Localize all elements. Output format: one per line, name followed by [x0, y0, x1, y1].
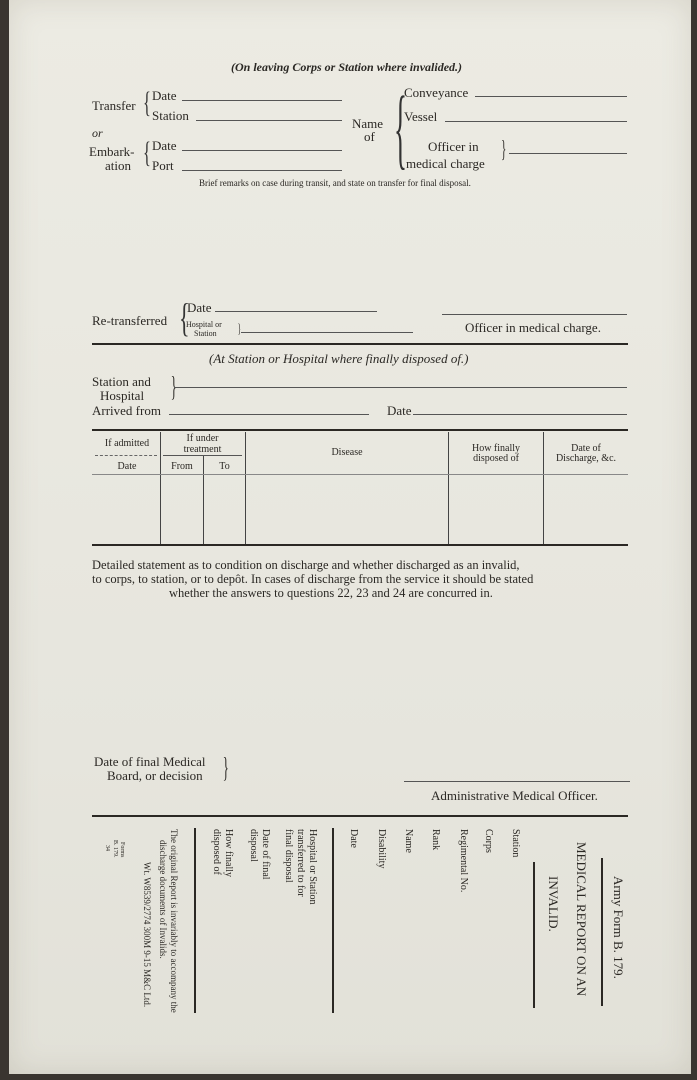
army-form-number: Army Form B. 179. — [611, 876, 626, 979]
back-divider-1 — [332, 828, 334, 1013]
back-note-line-2: discharge documents of Invalids. — [158, 840, 168, 959]
section-divider-back — [92, 815, 628, 817]
final-board-brace: } — [222, 753, 229, 784]
embark-brace: { — [143, 136, 151, 169]
back-field-how-2: disposed of — [211, 829, 222, 875]
table-header-if-under-2: treatment — [183, 444, 222, 455]
statement-line-2: to corps, to station, or to depôt. In cases of discharge from the service it should be stated — [92, 572, 534, 586]
table-header-to: To — [219, 461, 230, 472]
table-subheader-line-1 — [95, 455, 157, 456]
back-field-regimental-no: Regimental No. — [458, 829, 469, 893]
printer-imprint: Wt. W8539/2774 300M 9-15 M&C Ltd. — [142, 862, 152, 1008]
embark-date-label: Date — [152, 138, 177, 153]
vessel-label: Vessel — [404, 109, 438, 124]
back-field-station: Station — [510, 829, 521, 858]
final-board-label-1: Date of final Medical — [94, 754, 206, 769]
table-header-how-1: How finally — [471, 443, 521, 454]
retransfer-hospital-line[interactable] — [241, 332, 413, 333]
table-top-border — [92, 429, 628, 431]
transfer-heading: (On leaving Corps or Station where invalided.) — [231, 60, 463, 74]
station-hospital-label-2: Hospital — [100, 388, 145, 403]
back-title-rule-2 — [533, 862, 535, 1008]
arrived-from-line[interactable] — [169, 414, 369, 415]
table-header-if-admitted: If admitted — [104, 438, 150, 449]
arrived-from-label: Arrived from — [92, 403, 161, 418]
back-title-line-1: MEDICAL REPORT ON AN — [574, 842, 589, 997]
retransfer-officer-line[interactable] — [442, 314, 627, 315]
transfer-date-label: Date — [152, 88, 177, 103]
retransfer-hospital-label-1: Hospital or — [186, 320, 222, 329]
retransfer-hospital-label-2: Station — [194, 329, 217, 338]
back-field-corps: Corps — [483, 829, 494, 853]
vessel-line[interactable] — [445, 121, 627, 122]
station-hospital-brace: } — [170, 372, 177, 403]
admin-signature-line[interactable] — [404, 781, 630, 782]
back-field-name: Name — [403, 829, 414, 853]
final-board-label-2: Board, or decision — [107, 768, 203, 783]
back-field-date-final-2: disposal — [248, 829, 259, 862]
forms-ref-3: 34 — [104, 845, 110, 851]
retransfer-officer-label: Officer in medical charge. — [465, 320, 601, 335]
embark-port-line[interactable] — [182, 170, 342, 171]
embark-date-line[interactable] — [182, 150, 342, 151]
transfer-station-line[interactable] — [196, 120, 342, 121]
back-title-rule — [601, 858, 603, 1006]
table-header-if-under-1: If under — [186, 433, 219, 444]
statement-line-1: Detailed statement as to condition on discharge and whether discharged as an invalid, — [92, 558, 520, 572]
table-header-bottom — [92, 474, 628, 475]
forms-ref-2: B. 179. — [112, 840, 118, 858]
back-field-rank: Rank — [430, 829, 441, 851]
form-page — [9, 0, 691, 1074]
name-of-brace: { — [394, 79, 407, 178]
name-of-label-1: Name — [352, 116, 384, 131]
back-divider-2 — [194, 828, 196, 1013]
transfer-label: Transfer — [92, 98, 136, 113]
back-field-hospital-3: final disposal — [283, 829, 294, 883]
embark-label-2: ation — [105, 158, 131, 173]
back-field-date-final-1: Date of final — [260, 829, 271, 880]
table-subheader-line-2 — [163, 455, 242, 456]
remarks-instruction: Brief remarks on case during transit, and state on transfer for final disposal. — [199, 178, 471, 188]
back-field-date: Date — [348, 829, 359, 848]
back-note-line-1: The original Report is invariably to accompany the — [169, 829, 179, 1013]
arrived-date-line[interactable] — [413, 414, 627, 415]
or-label: or — [92, 126, 103, 140]
embark-label-1: Embark- — [89, 144, 135, 159]
back-title-line-2: INVALID. — [546, 876, 561, 932]
retransfer-brace: { — [179, 295, 190, 340]
transfer-brace: { — [143, 86, 151, 119]
transfer-date-line[interactable] — [182, 100, 342, 101]
station-hospital-label-1: Station and — [92, 374, 151, 389]
officer-line[interactable] — [509, 153, 627, 154]
table-header-disease: Disease — [331, 447, 363, 458]
name-of-label-2: of — [364, 129, 375, 144]
conveyance-line[interactable] — [475, 96, 627, 97]
back-field-how-1: How finally — [223, 829, 234, 878]
table-col-divider-1 — [160, 432, 161, 544]
back-field-hospital-1: Hospital or Station — [307, 829, 318, 905]
table-bottom-border — [92, 544, 628, 546]
retransfer-date-line[interactable] — [215, 311, 377, 312]
forms-ref-1: Forms — [119, 842, 125, 858]
station-hospital-line[interactable] — [174, 387, 627, 388]
final-station-heading: (At Station or Hospital where finally disposed of.) — [209, 351, 469, 366]
section-divider-1 — [92, 343, 628, 345]
retransfer-date-label: Date — [187, 300, 212, 315]
officer-brace: } — [501, 137, 507, 163]
statement-line-3: whether the answers to questions 22, 23 and 24 are concurred in. — [169, 586, 493, 600]
embark-port-label: Port — [152, 158, 174, 173]
officer-label-2: medical charge — [406, 156, 485, 171]
table-header-discharge-1: Date of — [571, 443, 601, 454]
transfer-station-label: Station — [152, 108, 189, 123]
table-header-discharge-2: Discharge, &c. — [555, 453, 617, 464]
table-header-date: Date — [117, 461, 137, 472]
arrived-date-label: Date — [387, 403, 412, 418]
admin-officer-label: Administrative Medical Officer. — [431, 788, 598, 803]
officer-label-1: Officer in — [428, 139, 479, 154]
table-header-from: From — [171, 461, 193, 472]
retransfer-label: Re-transferred — [92, 313, 168, 328]
table-header-how-2: disposed of — [473, 453, 519, 464]
retransfer-hospital-brace: } — [237, 322, 242, 337]
conveyance-label: Conveyance — [404, 85, 469, 100]
back-field-disability: Disability — [376, 829, 387, 869]
back-field-hospital-2: transferred to for — [295, 829, 306, 897]
